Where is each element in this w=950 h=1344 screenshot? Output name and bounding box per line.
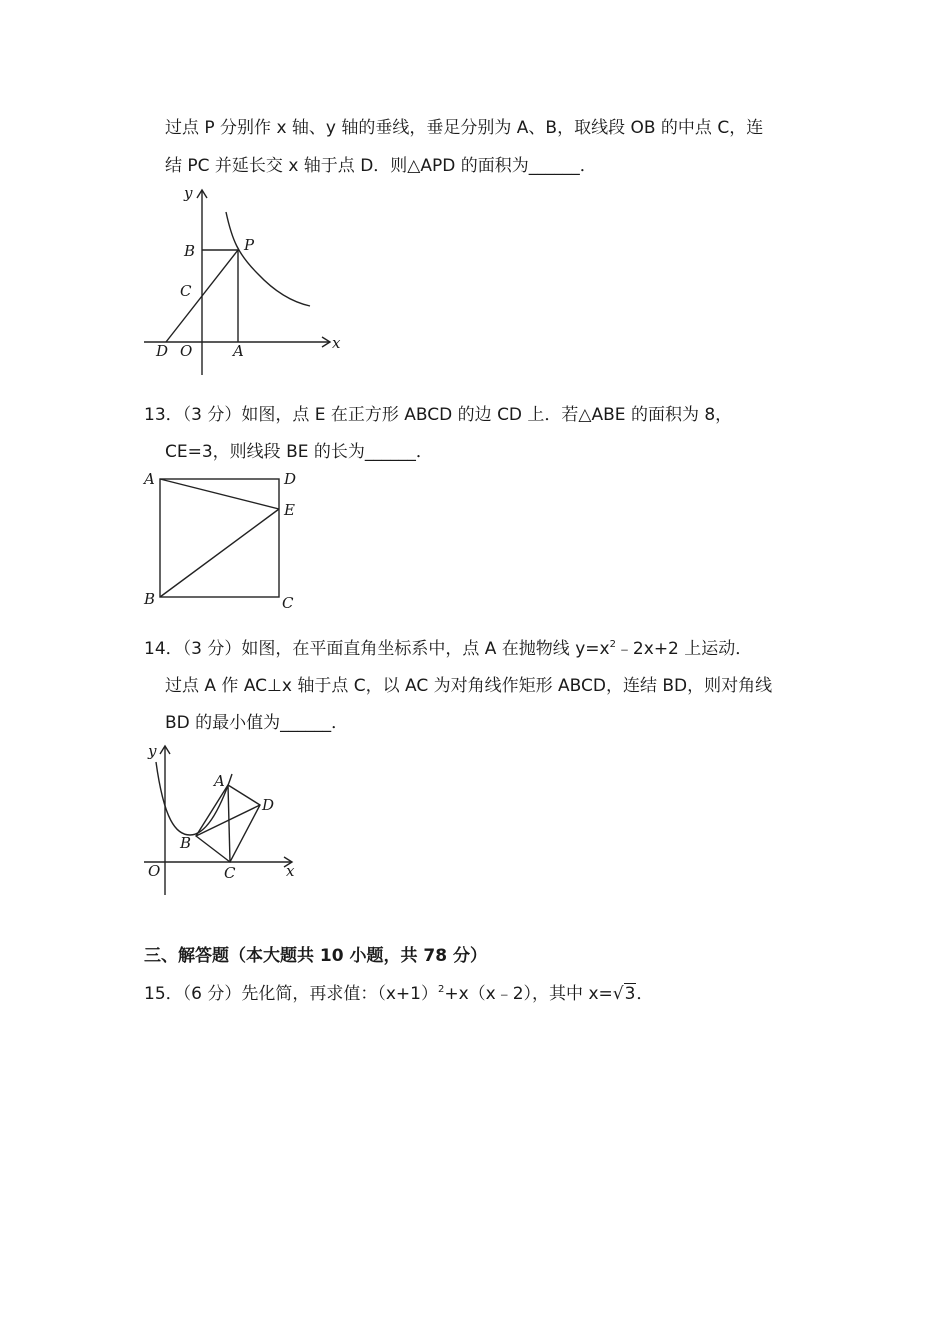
q12-figure <box>140 180 350 380</box>
q14-label-A: A <box>214 772 225 790</box>
q14-label-x: x <box>286 862 295 880</box>
q12-label-x: x <box>332 334 341 352</box>
q13-label-D: D <box>284 470 297 488</box>
q12-label-B: B <box>184 242 196 260</box>
section-3-title: 三、解答题（本大题共 10 小题，共 78 分） <box>144 946 487 966</box>
q12-label-D: D <box>156 342 169 360</box>
q12-label-P: P <box>244 236 255 254</box>
q12-label-A: A <box>233 342 244 360</box>
q14-diagonal-AC <box>228 785 230 862</box>
q13-square <box>160 479 279 597</box>
q14-figure <box>140 740 305 900</box>
q15-exponent: 2 <box>437 984 445 995</box>
q12-label-y: y <box>184 184 193 202</box>
q12-label-C: C <box>180 282 192 300</box>
q14-label-B: B <box>180 834 192 852</box>
q13-segment-BE <box>160 509 279 597</box>
q12-line2: 结 PC 并延长交 x 轴于点 D．则△APD 的面积为______． <box>165 156 597 176</box>
q13-line1: 13．（3 分）如图，点 E 在正方形 ABCD 的边 CD 上．若△ABE 的面积为 8， <box>144 405 733 425</box>
q14-label-C: C <box>224 864 236 882</box>
q13-line2: CE=3，则线段 BE 的长为______． <box>165 442 433 462</box>
q14-exponent: 2 <box>609 639 616 650</box>
q14-label-O: O <box>148 862 161 880</box>
q12-line1: 过点 P 分别作 x 轴、y 轴的垂线，垂足分别为 A、B，取线段 OB 的中点 C，连 <box>165 118 764 138</box>
q13-label-A: A <box>144 470 155 488</box>
q14-line3: BD 的最小值为______． <box>165 713 349 733</box>
q14-label-D: D <box>262 796 275 814</box>
q13-label-B: B <box>144 590 156 608</box>
q14-line1: 14．（3 分）如图，在平面直角坐标系中，点 A 在抛物线 $y=x^2﹣2x+2$ 上运动． <box>144 639 753 659</box>
q14-label-y: y <box>148 742 157 760</box>
q13-figure <box>140 468 310 613</box>
sqrt-symbol: √3 <box>612 984 636 1004</box>
q14-line2: 过点 A 作 AC⊥x 轴于点 C，以 AC 为对角线作矩形 ABCD，连结 BD，则对角线 <box>165 676 773 696</box>
q13-label-E: E <box>284 501 295 519</box>
q13-label-C: C <box>282 594 294 612</box>
q12-label-O: O <box>180 342 193 360</box>
q13-segment-AE <box>160 479 279 509</box>
q15-line: 15．（6 分）先化简，再求值：$(x+1)^2+x(x﹣2)$，其中 x=√3． <box>144 984 654 1004</box>
